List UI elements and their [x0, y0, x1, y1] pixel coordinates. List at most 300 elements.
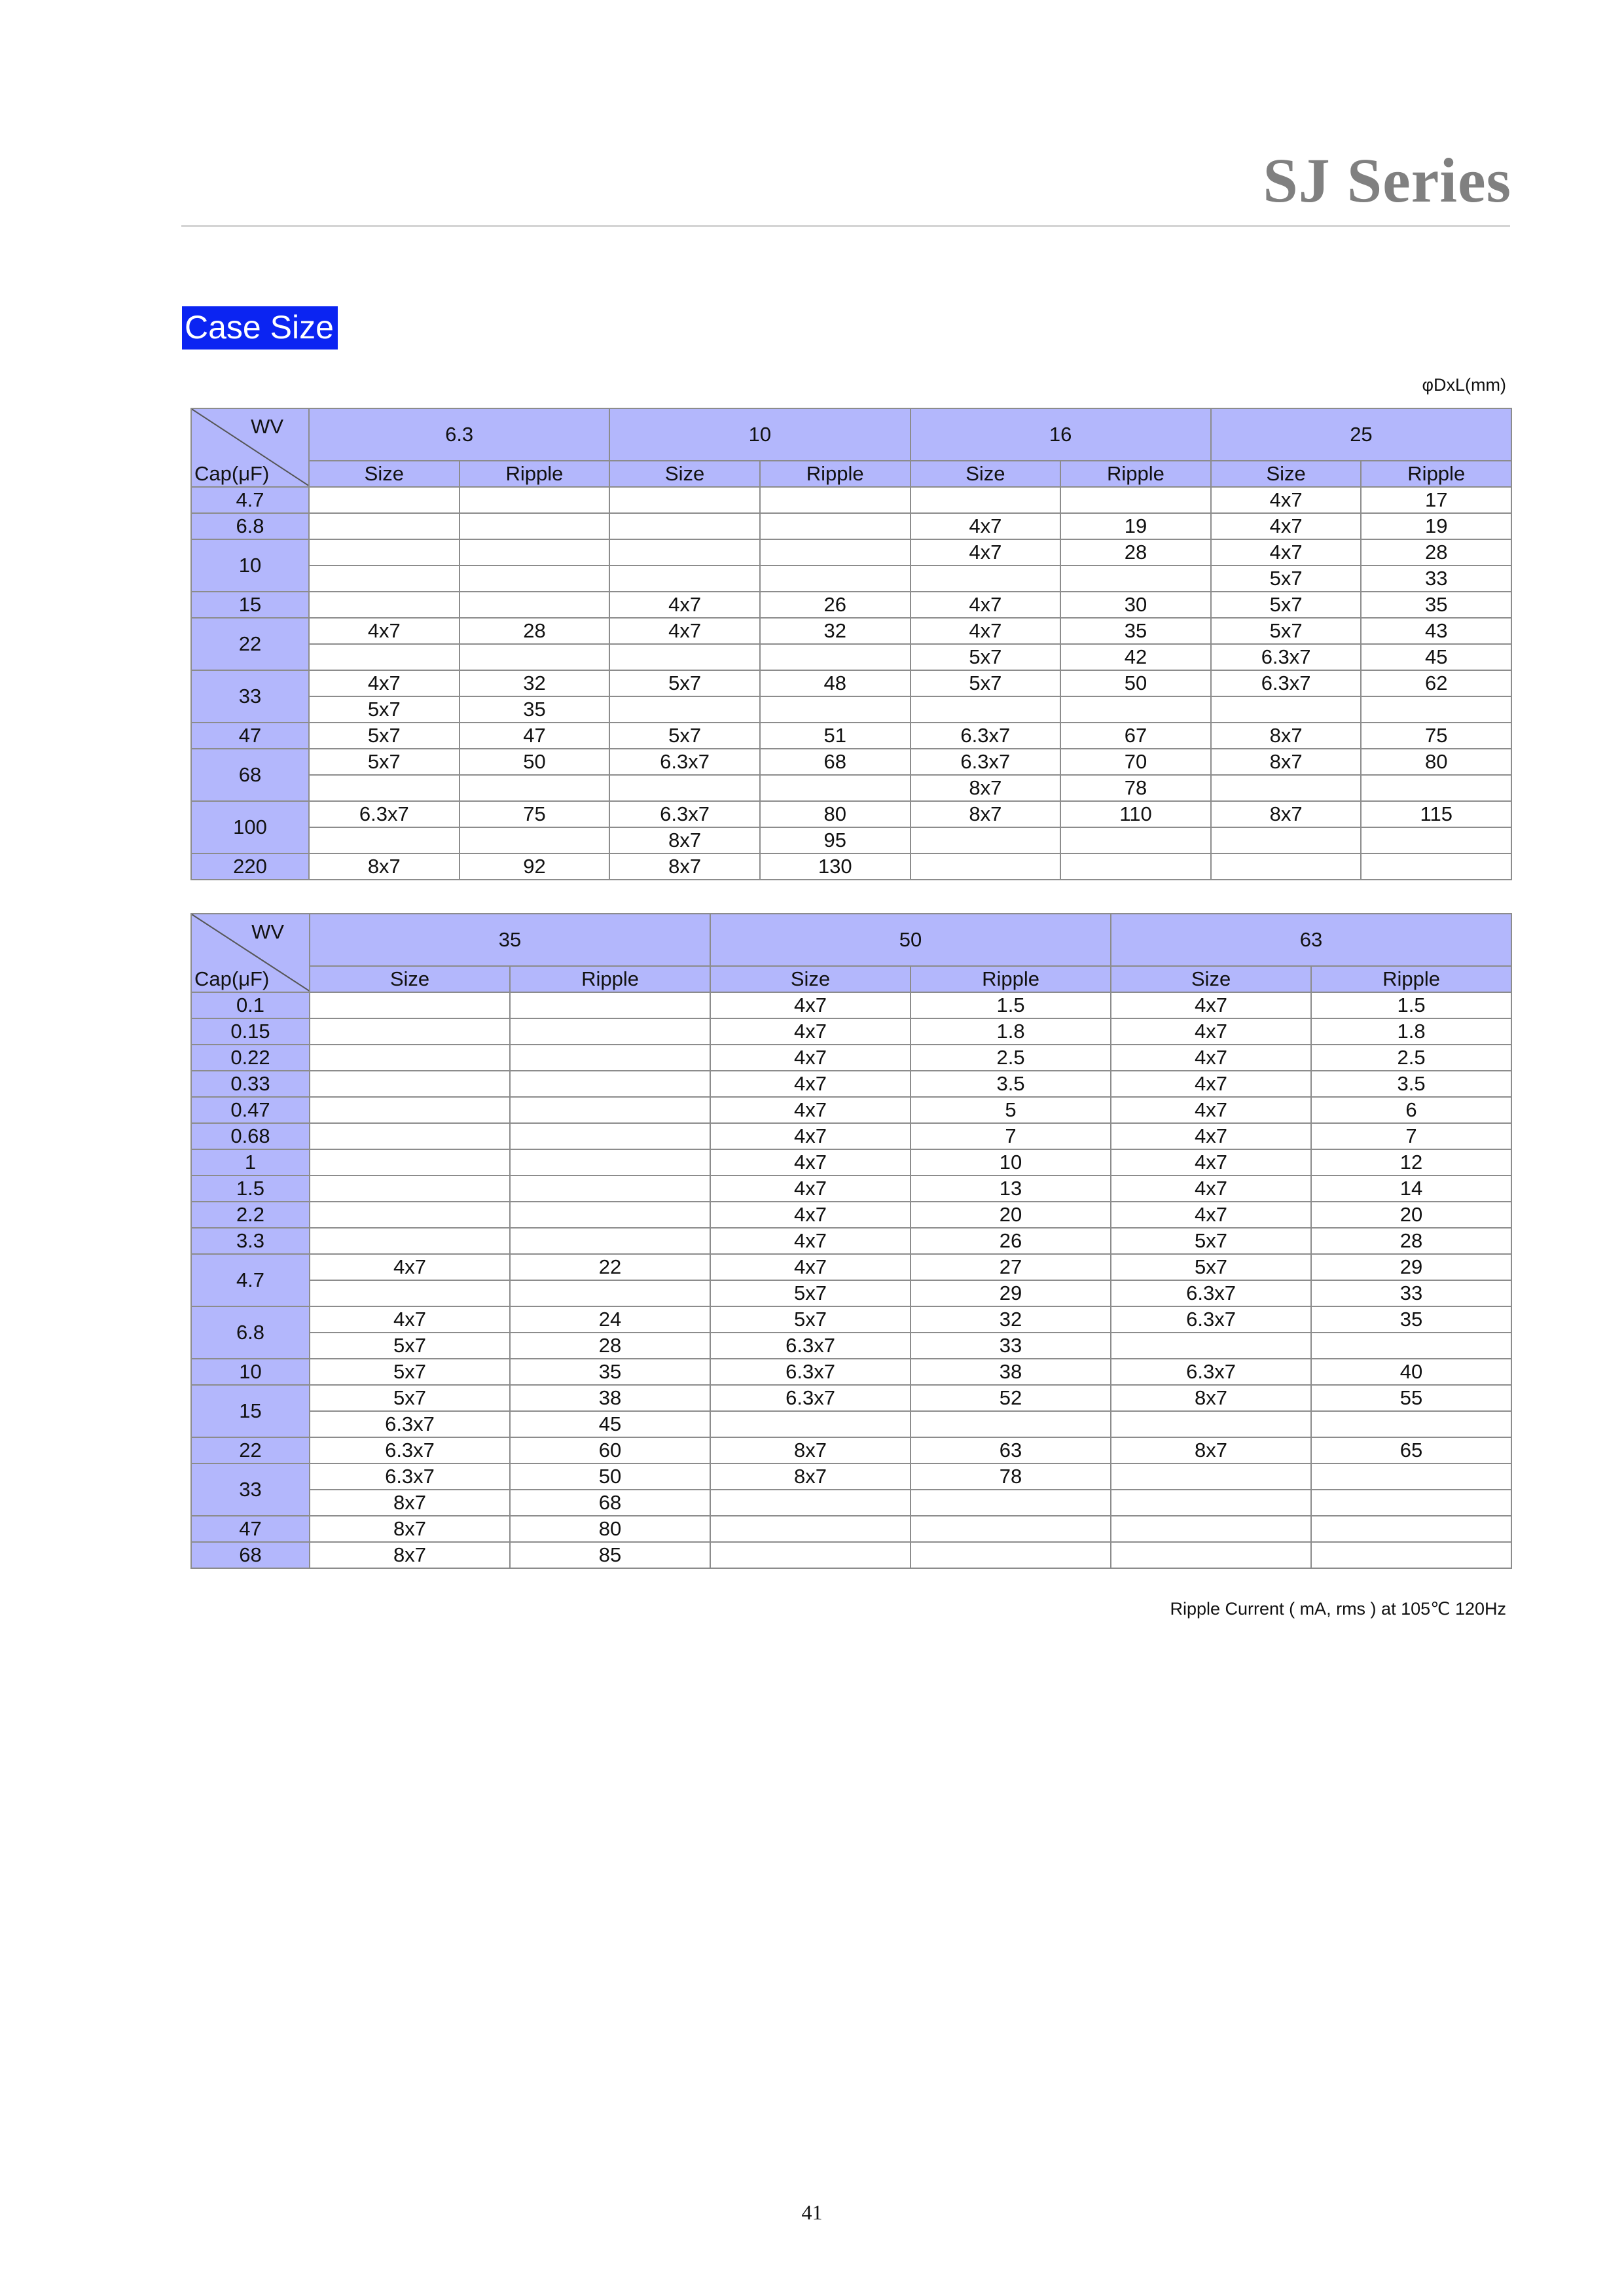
ripple-cell: 26	[760, 592, 911, 618]
ripple-cell: 92	[460, 853, 610, 880]
size-cell: 6.3x7	[1211, 644, 1362, 670]
ripple-cell: 78	[1060, 775, 1211, 801]
ripple-cell: 67	[1060, 723, 1211, 749]
size-cell	[1211, 775, 1362, 801]
ripple-cell	[1361, 696, 1511, 723]
ripple-cell	[460, 592, 610, 618]
size-cell	[609, 696, 760, 723]
voltage-header: 50	[710, 914, 1111, 966]
size-cell	[1111, 1490, 1311, 1516]
table-row	[191, 1071, 1511, 1097]
voltage-header: 35	[310, 914, 710, 966]
size-cell: 4x7	[710, 1202, 911, 1228]
size-cell: 6.3x7	[310, 1463, 510, 1490]
working-voltage-label: WV	[251, 920, 284, 943]
ripple-cell: 60	[510, 1437, 710, 1463]
size-column-header: Size	[1111, 966, 1311, 992]
size-cell: 5x7	[310, 1333, 510, 1359]
ripple-cell: 47	[460, 723, 610, 749]
ripple-cell: 80	[760, 801, 911, 827]
capacitance-cell: 68	[191, 749, 309, 801]
ripple-cell: 80	[510, 1516, 710, 1542]
size-cell: 4x7	[1211, 513, 1362, 539]
capacitance-cell: 0.33	[191, 1071, 310, 1097]
ripple-cell: 14	[1311, 1175, 1511, 1202]
ripple-cell: 75	[460, 801, 610, 827]
ripple-cell	[911, 1542, 1111, 1568]
size-cell: 6.3x7	[710, 1385, 911, 1411]
capacitance-cell: 0.68	[191, 1123, 310, 1149]
size-column-header: Size	[310, 966, 510, 992]
ripple-cell: 68	[510, 1490, 710, 1516]
ripple-cell: 32	[911, 1306, 1111, 1333]
ripple-cell	[460, 487, 610, 513]
units-note: φDxL(mm)	[1422, 375, 1506, 395]
capacitance-cell: 15	[191, 592, 309, 618]
size-cell: 4x7	[309, 618, 460, 644]
capacitance-cell: 0.1	[191, 992, 310, 1018]
size-cell: 6.3x7	[609, 801, 760, 827]
ripple-cell: 43	[1361, 618, 1511, 644]
size-cell: 6.3x7	[1111, 1306, 1311, 1333]
table-row	[191, 1542, 1511, 1568]
case-size-table-high-voltage	[190, 913, 1512, 1569]
size-cell: 4x7	[310, 1306, 510, 1333]
size-cell: 4x7	[1111, 1045, 1311, 1071]
capacitance-cell: 0.47	[191, 1097, 310, 1123]
size-cell: 8x7	[911, 775, 1061, 801]
size-column-header: Size	[911, 461, 1061, 487]
capacitance-cell: 0.15	[191, 1018, 310, 1045]
table-row	[191, 513, 1511, 539]
capacitance-cell: 10	[191, 1359, 310, 1385]
size-cell	[911, 853, 1061, 880]
ripple-cell	[510, 1202, 710, 1228]
size-cell: 5x7	[310, 1385, 510, 1411]
ripple-cell: 28	[1060, 539, 1211, 565]
size-cell	[310, 1018, 510, 1045]
ripple-cell: 75	[1361, 723, 1511, 749]
size-cell	[1211, 827, 1362, 853]
ripple-cell: 12	[1311, 1149, 1511, 1175]
size-cell: 6.3x7	[1211, 670, 1362, 696]
ripple-cell: 28	[510, 1333, 710, 1359]
ripple-cell: 55	[1311, 1385, 1511, 1411]
ripple-cell: 33	[1311, 1280, 1511, 1306]
size-cell: 4x7	[1111, 992, 1311, 1018]
ripple-cell	[510, 1123, 710, 1149]
table-row	[191, 1516, 1511, 1542]
table-row	[191, 1045, 1511, 1071]
size-cell	[310, 1123, 510, 1149]
capacitance-cell: 33	[191, 1463, 310, 1516]
table-row	[191, 1437, 1511, 1463]
size-cell: 8x7	[310, 1490, 510, 1516]
ripple-cell: 110	[1060, 801, 1211, 827]
size-cell: 5x7	[609, 670, 760, 696]
ripple-cell	[1060, 696, 1211, 723]
ripple-cell: 48	[760, 670, 911, 696]
size-cell: 4x7	[710, 1071, 911, 1097]
ripple-cell: 78	[911, 1463, 1111, 1490]
table-row	[191, 487, 1511, 513]
size-cell: 5x7	[309, 749, 460, 775]
size-cell: 8x7	[1111, 1385, 1311, 1411]
size-cell	[310, 1097, 510, 1123]
size-cell: 8x7	[310, 1516, 510, 1542]
ripple-cell: 30	[1060, 592, 1211, 618]
series-title: SJ Series	[1263, 145, 1511, 215]
ripple-column-header: Ripple	[760, 461, 911, 487]
ripple-cell	[1311, 1490, 1511, 1516]
table-row	[191, 1202, 1511, 1228]
size-column-header: Size	[609, 461, 760, 487]
size-cell: 5x7	[911, 644, 1061, 670]
ripple-cell	[1060, 853, 1211, 880]
table-row	[191, 1359, 1511, 1385]
voltage-header: 25	[1211, 408, 1511, 461]
size-cell	[309, 775, 460, 801]
size-cell: 8x7	[609, 827, 760, 853]
ripple-cell: 29	[911, 1280, 1111, 1306]
working-voltage-label: WV	[251, 415, 283, 438]
size-cell: 4x7	[911, 539, 1061, 565]
size-cell: 4x7	[309, 670, 460, 696]
table-row	[191, 565, 1511, 592]
voltage-header: 16	[911, 408, 1211, 461]
table-row	[191, 1463, 1511, 1490]
size-cell: 5x7	[710, 1306, 911, 1333]
size-cell: 4x7	[1111, 1018, 1311, 1045]
table-row	[191, 670, 1511, 696]
size-cell: 8x7	[911, 801, 1061, 827]
capacitance-cell: 1	[191, 1149, 310, 1175]
ripple-cell	[460, 644, 610, 670]
size-cell	[309, 565, 460, 592]
ripple-cell: 42	[1060, 644, 1211, 670]
size-cell: 6.3x7	[1111, 1280, 1311, 1306]
ripple-cell	[1361, 827, 1511, 853]
ripple-cell	[911, 1411, 1111, 1437]
size-column-header: Size	[309, 461, 460, 487]
size-cell	[310, 1228, 510, 1254]
capacitance-cell: 15	[191, 1385, 310, 1437]
size-cell: 5x7	[609, 723, 760, 749]
size-cell: 8x7	[609, 853, 760, 880]
ripple-cell: 17	[1361, 487, 1511, 513]
table-row	[191, 1306, 1511, 1333]
size-cell: 4x7	[710, 1175, 911, 1202]
ripple-cell: 1.5	[1311, 992, 1511, 1018]
ripple-cell: 2.5	[911, 1045, 1111, 1071]
ripple-cell	[1361, 853, 1511, 880]
ripple-cell	[1060, 827, 1211, 853]
voltage-header: 10	[609, 408, 910, 461]
table-row	[191, 1149, 1511, 1175]
table-row	[191, 1280, 1511, 1306]
ripple-cell: 40	[1311, 1359, 1511, 1385]
ripple-current-note: Ripple Current ( mA, rms ) at 105℃ 120Hz	[1170, 1599, 1506, 1619]
table-row	[191, 644, 1511, 670]
ripple-cell: 50	[1060, 670, 1211, 696]
capacitance-cell: 6.8	[191, 513, 309, 539]
table-row	[191, 775, 1511, 801]
ripple-cell	[460, 827, 610, 853]
ripple-column-header: Ripple	[1060, 461, 1211, 487]
ripple-cell	[510, 1018, 710, 1045]
ripple-cell	[510, 1280, 710, 1306]
ripple-cell: 50	[460, 749, 610, 775]
size-cell: 4x7	[310, 1254, 510, 1280]
capacitance-cell: 4.7	[191, 1254, 310, 1306]
ripple-cell	[460, 539, 610, 565]
size-cell: 6.3x7	[310, 1437, 510, 1463]
ripple-cell: 35	[460, 696, 610, 723]
ripple-cell: 35	[1060, 618, 1211, 644]
ripple-column-header: Ripple	[1361, 461, 1511, 487]
ripple-cell	[510, 1097, 710, 1123]
ripple-cell	[510, 992, 710, 1018]
ripple-cell: 32	[760, 618, 911, 644]
size-cell: 4x7	[710, 1097, 911, 1123]
table-row	[191, 827, 1511, 853]
ripple-cell: 2.5	[1311, 1045, 1511, 1071]
ripple-cell	[911, 1516, 1111, 1542]
size-cell: 6.3x7	[710, 1333, 911, 1359]
ripple-cell	[760, 539, 911, 565]
size-cell	[310, 1202, 510, 1228]
table-row	[191, 696, 1511, 723]
size-cell: 6.3x7	[911, 723, 1061, 749]
size-cell: 8x7	[1211, 801, 1362, 827]
ripple-cell	[1361, 775, 1511, 801]
size-cell: 4x7	[710, 1149, 911, 1175]
table-row	[191, 1123, 1511, 1149]
ripple-cell: 19	[1361, 513, 1511, 539]
table-row	[191, 1254, 1511, 1280]
ripple-cell	[1311, 1333, 1511, 1359]
table-row	[191, 853, 1511, 880]
size-cell	[1111, 1463, 1311, 1490]
ripple-cell: 45	[510, 1411, 710, 1437]
size-cell: 4x7	[1111, 1071, 1311, 1097]
size-cell: 4x7	[1111, 1149, 1311, 1175]
size-cell	[710, 1411, 911, 1437]
size-cell	[309, 827, 460, 853]
ripple-cell: 70	[1060, 749, 1211, 775]
capacitance-cell: 1.5	[191, 1175, 310, 1202]
size-cell	[609, 644, 760, 670]
size-cell	[1111, 1516, 1311, 1542]
size-cell	[309, 487, 460, 513]
capacitance-cell: 220	[191, 853, 309, 880]
ripple-cell: 7	[1311, 1123, 1511, 1149]
size-cell	[310, 1071, 510, 1097]
size-cell: 5x7	[309, 723, 460, 749]
ripple-cell: 65	[1311, 1437, 1511, 1463]
corner-header-cell	[191, 914, 310, 992]
size-cell	[310, 1280, 510, 1306]
size-cell: 8x7	[309, 853, 460, 880]
size-cell: 4x7	[1111, 1097, 1311, 1123]
ripple-cell	[1311, 1516, 1511, 1542]
size-cell	[710, 1490, 911, 1516]
ripple-cell: 29	[1311, 1254, 1511, 1280]
ripple-cell: 27	[911, 1254, 1111, 1280]
ripple-column-header: Ripple	[510, 966, 710, 992]
table-row	[191, 539, 1511, 565]
ripple-cell: 26	[911, 1228, 1111, 1254]
capacitance-cell: 4.7	[191, 487, 309, 513]
ripple-cell: 85	[510, 1542, 710, 1568]
ripple-cell	[760, 565, 911, 592]
size-cell: 4x7	[710, 1254, 911, 1280]
ripple-cell: 28	[1361, 539, 1511, 565]
size-cell: 4x7	[710, 992, 911, 1018]
ripple-cell: 35	[510, 1359, 710, 1385]
size-cell: 4x7	[1111, 1123, 1311, 1149]
table-row	[191, 1228, 1511, 1254]
size-cell: 8x7	[710, 1437, 911, 1463]
size-cell: 6.3x7	[710, 1359, 911, 1385]
size-cell	[609, 513, 760, 539]
size-cell	[310, 1175, 510, 1202]
capacitance-label: Cap(μF)	[194, 967, 270, 990]
ripple-cell: 28	[1311, 1228, 1511, 1254]
size-cell	[609, 539, 760, 565]
size-cell	[309, 513, 460, 539]
ripple-cell	[911, 1490, 1111, 1516]
table-row	[191, 1097, 1511, 1123]
table-row	[191, 749, 1511, 775]
capacitance-cell: 22	[191, 618, 309, 670]
ripple-cell: 6	[1311, 1097, 1511, 1123]
ripple-cell	[460, 565, 610, 592]
size-cell	[310, 1149, 510, 1175]
size-cell: 5x7	[1111, 1254, 1311, 1280]
ripple-cell: 13	[911, 1175, 1111, 1202]
ripple-cell: 95	[760, 827, 911, 853]
size-cell: 4x7	[609, 592, 760, 618]
section-heading: Case Size	[182, 306, 338, 350]
voltage-header: 63	[1111, 914, 1511, 966]
capacitance-label: Cap(μF)	[194, 462, 270, 485]
size-cell: 5x7	[1211, 592, 1362, 618]
size-cell: 6.3x7	[309, 801, 460, 827]
capacitance-cell: 100	[191, 801, 309, 853]
size-cell: 4x7	[911, 592, 1061, 618]
subheader-row	[191, 461, 1511, 487]
ripple-cell	[460, 513, 610, 539]
size-cell	[1211, 696, 1362, 723]
ripple-cell: 38	[911, 1359, 1111, 1385]
page-number: 41	[801, 2200, 823, 2224]
size-cell: 8x7	[310, 1542, 510, 1568]
table-row	[191, 1333, 1511, 1359]
capacitance-cell: 47	[191, 1516, 310, 1542]
size-cell: 4x7	[710, 1123, 911, 1149]
size-cell: 4x7	[911, 618, 1061, 644]
voltage-header: 6.3	[309, 408, 609, 461]
table-row	[191, 1385, 1511, 1411]
table-row	[191, 723, 1511, 749]
ripple-cell	[1311, 1411, 1511, 1437]
size-cell: 6.3x7	[1111, 1359, 1311, 1385]
title-divider	[181, 225, 1510, 227]
ripple-cell: 1.8	[911, 1018, 1111, 1045]
ripple-column-header: Ripple	[911, 966, 1111, 992]
capacitance-cell: 47	[191, 723, 309, 749]
ripple-cell: 35	[1311, 1306, 1511, 1333]
size-cell: 8x7	[1111, 1437, 1311, 1463]
capacitance-cell: 2.2	[191, 1202, 310, 1228]
ripple-cell: 52	[911, 1385, 1111, 1411]
table-row	[191, 1411, 1511, 1437]
capacitance-cell: 6.8	[191, 1306, 310, 1359]
ripple-cell: 19	[1060, 513, 1211, 539]
size-cell: 4x7	[710, 1045, 911, 1071]
ripple-cell: 3.5	[911, 1071, 1111, 1097]
ripple-cell	[510, 1045, 710, 1071]
ripple-cell	[760, 775, 911, 801]
size-cell	[710, 1542, 911, 1568]
subheader-row	[191, 966, 1511, 992]
ripple-cell	[760, 487, 911, 513]
capacitance-cell: 33	[191, 670, 309, 723]
size-cell	[1111, 1542, 1311, 1568]
ripple-column-header: Ripple	[1311, 966, 1511, 992]
size-cell	[911, 487, 1061, 513]
ripple-cell: 62	[1361, 670, 1511, 696]
ripple-cell: 20	[911, 1202, 1111, 1228]
capacitance-cell: 10	[191, 539, 309, 592]
ripple-cell: 33	[1361, 565, 1511, 592]
size-cell: 4x7	[1111, 1202, 1311, 1228]
ripple-cell	[1060, 487, 1211, 513]
table-row	[191, 1490, 1511, 1516]
size-cell	[911, 565, 1061, 592]
size-cell: 5x7	[911, 670, 1061, 696]
ripple-cell: 38	[510, 1385, 710, 1411]
ripple-cell	[760, 644, 911, 670]
size-cell: 8x7	[710, 1463, 911, 1490]
ripple-cell	[1311, 1463, 1511, 1490]
size-cell	[609, 775, 760, 801]
corner-header-cell	[191, 408, 309, 487]
ripple-cell: 68	[760, 749, 911, 775]
table-row	[191, 618, 1511, 644]
ripple-cell: 115	[1361, 801, 1511, 827]
ripple-cell: 130	[760, 853, 911, 880]
ripple-cell	[510, 1071, 710, 1097]
size-cell: 8x7	[1211, 723, 1362, 749]
table-row	[191, 1175, 1511, 1202]
voltage-header-row	[191, 408, 1511, 461]
size-cell: 6.3x7	[310, 1411, 510, 1437]
size-cell: 4x7	[1111, 1175, 1311, 1202]
ripple-cell: 32	[460, 670, 610, 696]
table-row	[191, 992, 1511, 1018]
ripple-cell: 22	[510, 1254, 710, 1280]
ripple-cell: 63	[911, 1437, 1111, 1463]
size-cell: 4x7	[710, 1018, 911, 1045]
ripple-cell	[510, 1175, 710, 1202]
size-cell	[609, 565, 760, 592]
table-row	[191, 801, 1511, 827]
ripple-cell: 51	[760, 723, 911, 749]
size-cell	[309, 539, 460, 565]
capacitance-cell: 0.22	[191, 1045, 310, 1071]
